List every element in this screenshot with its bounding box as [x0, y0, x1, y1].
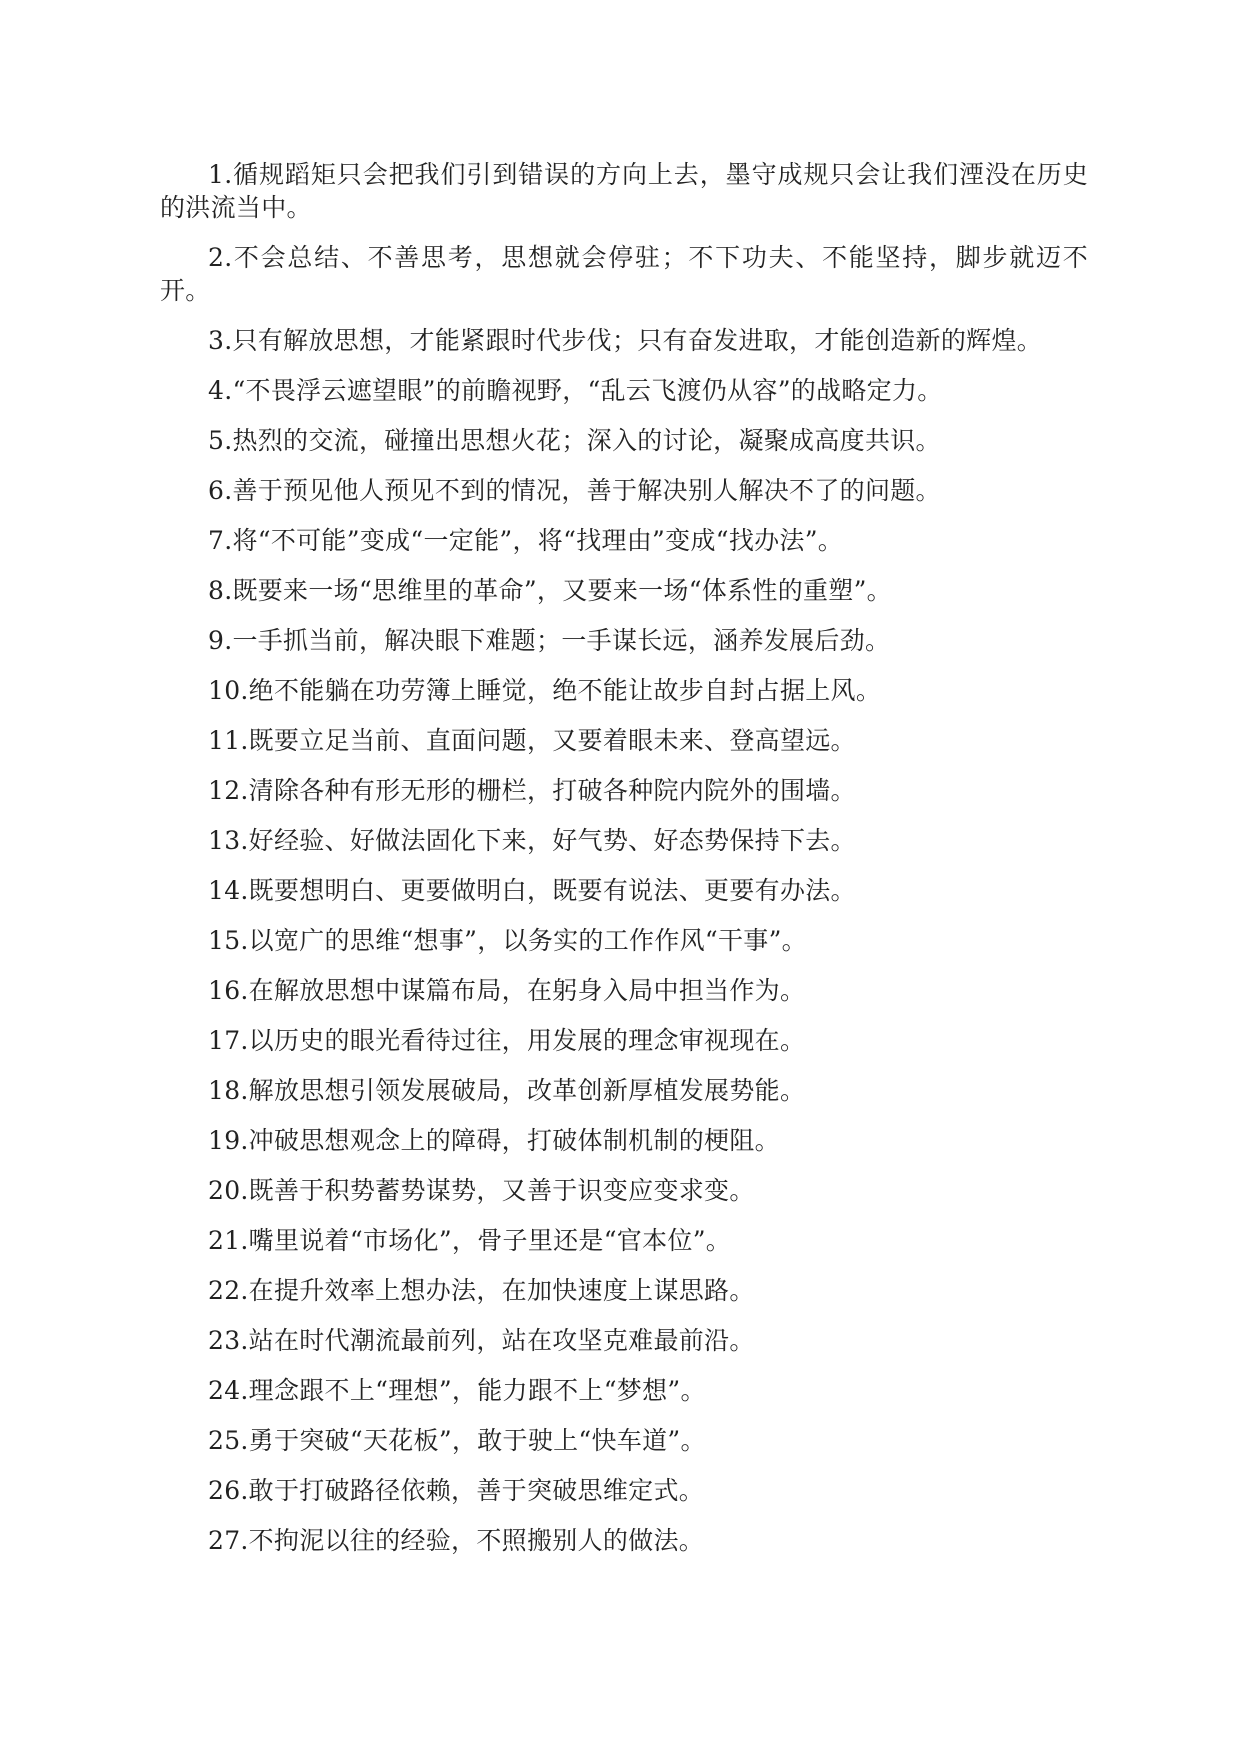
list-item: 21.嘴里说着“市场化”，骨子里还是“官本位”。: [208, 1226, 732, 1255]
list-item: 27.不拘泥以往的经验，不照搬别人的做法。: [208, 1526, 705, 1555]
list-item: 14.既要想明白、更要做明白，既要有说法、更要有办法。: [208, 876, 856, 905]
list-item: 3.只有解放思想，才能紧跟时代步伐；只有奋发进取，才能创造新的辉煌。: [208, 326, 1043, 355]
list-item: 22.在提升效率上想办法，在加快速度上谋思路。: [208, 1276, 755, 1305]
list-item: 5.热烈的交流，碰撞出思想火花；深入的讨论，凝聚成高度共识。: [208, 426, 941, 455]
list-item: 23.站在时代潮流最前列，站在攻坚克难最前沿。: [208, 1326, 755, 1355]
list-item: 6.善于预见他人预见不到的情况，善于解决别人解决不了的问题。: [208, 476, 941, 505]
list-item: 17.以历史的眼光看待过往，用发展的理念审视现在。: [208, 1026, 806, 1055]
list-item: 11.既要立足当前、直面问题，又要着眼未来、登高望远。: [208, 726, 856, 755]
list-item: 9.一手抓当前，解决眼下难题；一手谋长远，涵养发展后劲。: [208, 626, 891, 655]
list-item: 4.“不畏浮云遮望眼”的前瞻视野，“乱云飞渡仍从容”的战略定力。: [208, 376, 943, 405]
list-item: 13.好经验、好做法固化下来，好气势、好态势保持下去。: [208, 826, 856, 855]
list-item: 16.在解放思想中谋篇布局，在躬身入局中担当作为。: [208, 976, 806, 1005]
list-item: 12.清除各种有形无形的栅栏，打破各种院内院外的围墙。: [208, 776, 856, 805]
list-item: 24.理念跟不上“理想”，能力跟不上“梦想”。: [208, 1376, 706, 1405]
list-item: 15.以宽广的思维“想事”，以务实的工作作风“干事”。: [208, 926, 807, 955]
document-body: [160, 158, 1088, 1574]
list-item: 20.既善于积势蓄势谋势，又善于识变应变求变。: [208, 1176, 755, 1205]
list-item: 19.冲破思想观念上的障碍，打破体制机制的梗阻。: [208, 1126, 780, 1155]
list-item: 8.既要来一场“思维里的革命”，又要来一场“体系性的重塑”。: [208, 576, 892, 605]
list-item: 18.解放思想引领发展破局，改革创新厚植发展势能。: [208, 1076, 806, 1105]
list-item: 1.循规蹈矩只会把我们引到错误的方向上去，墨守成规只会让我们湮没在历史的洪流当中。: [160, 160, 1088, 222]
list-item: 26.敢于打破路径依赖，善于突破思维定式。: [208, 1476, 705, 1505]
list-item: 10.绝不能躺在功劳簿上睡觉，绝不能让故步自封占据上风。: [208, 676, 882, 705]
list-item: 7.将“不可能”变成“一定能”，将“找理由”变成“找办法”。: [208, 526, 844, 555]
list-item: 25.勇于突破“天花板”，敢于驶上“快车道”。: [208, 1426, 706, 1455]
list-item: 2.不会总结、不善思考，思想就会停驻；不下功夫、不能坚持，脚步就迈不开。: [160, 243, 1088, 305]
